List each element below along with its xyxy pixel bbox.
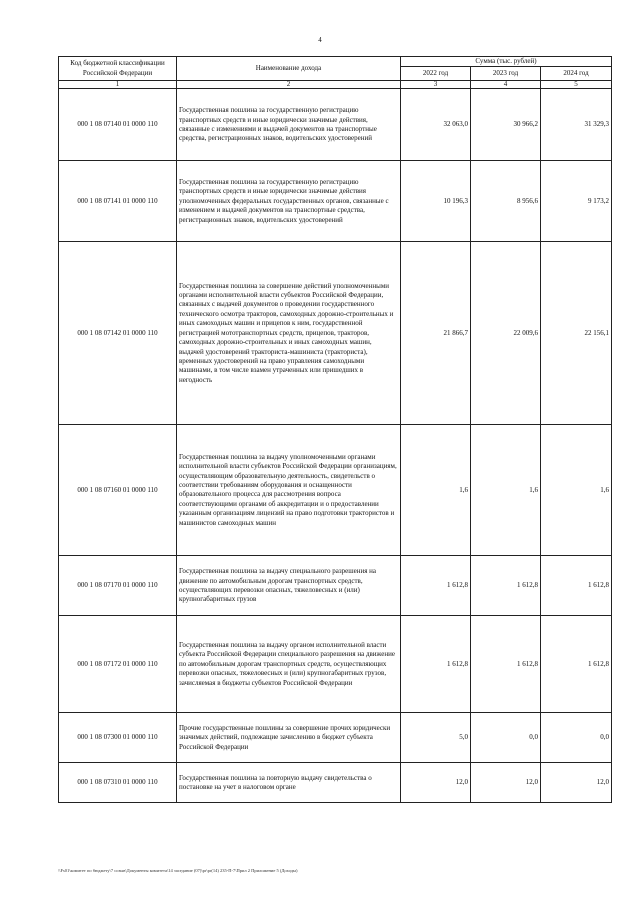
row-code: 000 1 08 07310 01 0000 110 bbox=[59, 763, 177, 803]
row-code: 000 1 08 07172 01 0000 110 bbox=[59, 616, 177, 713]
row-value-2024: 9 173,2 bbox=[541, 161, 612, 242]
row-name: Государственная пошлина за выдачу уполномоченными органами исполнительной власти субъектов Российской Федерации организациям, осуществляющим образовательную деятельность, свидетельств о соответствии требованиям оборудования и оснащенности образовательного процесса для рассмотрения вопроса соответствующими органами об аккредитации и о предоставлении указанным организациям лицензий на право подготовки трактористов и машинистов самоходных машин bbox=[177, 425, 401, 556]
column-index: 3 bbox=[401, 81, 471, 89]
row-value-2024: 31 329,3 bbox=[541, 89, 612, 161]
header-year-2024: 2024 год bbox=[541, 67, 612, 81]
row-value-2023: 12,0 bbox=[471, 763, 541, 803]
row-value-2022: 1,6 bbox=[401, 425, 471, 556]
row-code: 000 1 08 07140 01 0000 110 bbox=[59, 89, 177, 161]
revenue-table bbox=[58, 56, 612, 803]
row-value-2024: 1 612,8 bbox=[541, 616, 612, 713]
row-value-2022: 5,0 bbox=[401, 713, 471, 763]
column-index: 4 bbox=[471, 81, 541, 89]
row-value-2022: 21 866,7 bbox=[401, 242, 471, 425]
row-value-2024: 1 612,8 bbox=[541, 556, 612, 616]
row-value-2023: 22 009,6 bbox=[471, 242, 541, 425]
row-value-2024: 1,6 bbox=[541, 425, 612, 556]
header-code: Код бюджетной классификации Российской Федерации bbox=[59, 57, 177, 81]
row-value-2024: 22 156,1 bbox=[541, 242, 612, 425]
table-row bbox=[59, 763, 612, 803]
row-value-2024: 0,0 bbox=[541, 713, 612, 763]
row-value-2024: 12,0 bbox=[541, 763, 612, 803]
row-value-2022: 1 612,8 bbox=[401, 616, 471, 713]
column-index: 2 bbox=[177, 81, 401, 89]
row-value-2023: 30 966,2 bbox=[471, 89, 541, 161]
row-value-2023: 0,0 bbox=[471, 713, 541, 763]
row-name: Государственная пошлина за государственную регистрацию транспортных средств и иные юридически значимые действия, связанные с изменениями и выдачей документов на транспортные средства, регистрационных знаков, водительских удостоверений bbox=[177, 89, 401, 161]
row-code: 000 1 08 07141 01 0000 110 bbox=[59, 161, 177, 242]
row-name: Государственная пошлина за государственную регистрацию транспортных средств и иные юридически значимые действия уполномоченных федеральных государственных органов, связанные с изменением и выдачей документов на транспортные средства, регистрационных знаков, водительских удостоверений bbox=[177, 161, 401, 242]
row-name: Государственная пошлина за повторную выдачу свидетельства о постановке на учет в налоговом органе bbox=[177, 763, 401, 803]
row-value-2023: 1 612,8 bbox=[471, 556, 541, 616]
table-row bbox=[59, 89, 612, 161]
table-row bbox=[59, 425, 612, 556]
row-value-2023: 8 956,6 bbox=[471, 161, 541, 242]
table-row bbox=[59, 713, 612, 763]
row-code: 000 1 08 07160 01 0000 110 bbox=[59, 425, 177, 556]
table-row bbox=[59, 556, 612, 616]
row-code: 000 1 08 07142 01 0000 110 bbox=[59, 242, 177, 425]
row-name: Государственная пошлина за совершение действий уполномоченными органами исполнительной власти субъектов Российской Федерации, связанных с выдачей документов о проведении государственного технического осмотра тракторов, самоходных дорожно-строительных и иных самоходных машин и прицепов к ним, государственной регистрацией мототранспортных средств, прицепов, тракторов, самоходных дорожно-строительных и иных самоходных машин, выдачей удостоверений тракториста-машиниста (тракториста), временных удостоверений на право управления самоходными машинами, в том числе взамен утраченных или пришедших в негодность bbox=[177, 242, 401, 425]
table-row bbox=[59, 616, 612, 713]
row-code: 000 1 08 07170 01 0000 110 bbox=[59, 556, 177, 616]
row-value-2023: 1 612,8 bbox=[471, 616, 541, 713]
row-name: Государственная пошлина за выдачу органом исполнительной власти субъекта Российской Федерации специального разрешения на движение по автомобильным дорогам транспортных средств, осуществляющих перевозки опасных, тяжеловесных и (или) крупногабаритных грузов, зачисляемая в бюджеты субъектов Российской Федерации bbox=[177, 616, 401, 713]
row-value-2022: 12,0 bbox=[401, 763, 471, 803]
header-name: Наименование дохода bbox=[177, 57, 401, 81]
header-year-2023: 2023 год bbox=[471, 67, 541, 81]
table-row bbox=[59, 242, 612, 425]
row-value-2023: 1,6 bbox=[471, 425, 541, 556]
page-number: 4 bbox=[318, 36, 322, 44]
row-value-2022: 1 612,8 bbox=[401, 556, 471, 616]
header-year-2022: 2022 год bbox=[401, 67, 471, 81]
header-sum: Сумма (тыс. рублей) bbox=[401, 57, 612, 67]
file-path-footer: \\Fs01\комитет по бюджету\7 созыв\Документы комитета\14 заседание (07)\pr\pr(14) 235-П-7\Прил 2 Приложение 5 (Доходы) bbox=[58, 868, 298, 873]
row-value-2022: 32 063,0 bbox=[401, 89, 471, 161]
column-index: 1 bbox=[59, 81, 177, 89]
row-name: Прочие государственные пошлины за совершение прочих юридически значимых действий, подлежащие зачислению в бюджет субъекта Российской Федерации bbox=[177, 713, 401, 763]
table-row bbox=[59, 161, 612, 242]
row-value-2022: 10 196,3 bbox=[401, 161, 471, 242]
column-index: 5 bbox=[541, 81, 612, 89]
row-code: 000 1 08 07300 01 0000 110 bbox=[59, 713, 177, 763]
row-name: Государственная пошлина за выдачу специального разрешения на движение по автомобильным дорогам транспортных средств, осуществляющих перевозки опасных, тяжеловесных и (или) крупногабаритных грузов bbox=[177, 556, 401, 616]
